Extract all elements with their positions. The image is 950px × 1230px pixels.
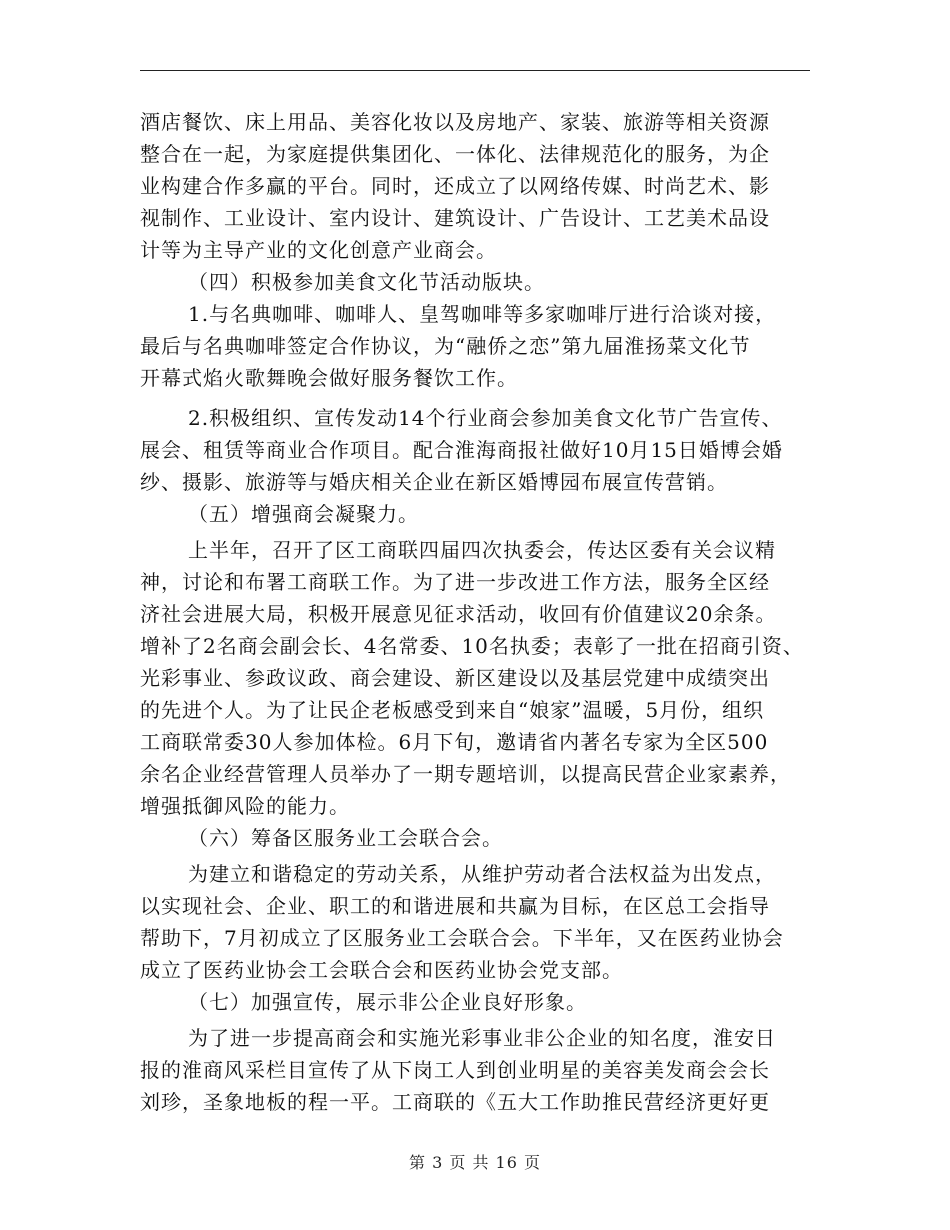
text-line: 展会、租赁等商业合作项目。配合淮海商报社做好10月15日婚博会婚 (140, 438, 783, 462)
text-line: 最后与名典咖啡签定合作协议，为“融侨之恋”第九届淮扬菜文化节 (140, 334, 751, 358)
section-heading: （四）积极参加美食文化节活动版块。 (188, 270, 545, 294)
text-line: 帮助下，7月初成立了区服务业工会联合会。下半年，又在医药业协会 (140, 926, 784, 950)
text-line: 光彩事业、参政议政、商会建设、新区建设以及基层党建中成绩突出 (140, 666, 770, 690)
text-line: 2.积极组织、宣传发动14个行业商会参加美食文化节广告宣传、 (188, 406, 783, 430)
text-line: 为建立和谐稳定的劳动关系，从维护劳动者合法权益为出发点， (188, 862, 776, 886)
text-line: 纱、摄影、旅游等与婚庆相关企业在新区婚博园布展宣传营销。 (140, 470, 728, 494)
text-line: 酒店餐饮、床上用品、美容化妆以及房地产、家装、旅游等相关资源 (140, 110, 770, 134)
text-line: 业构建合作多赢的平台。同时，还成立了以网络传媒、时尚艺术、影 (140, 174, 770, 198)
text-line: 增强抵御风险的能力。 (140, 794, 350, 818)
text-line: 以实现社会、企业、职工的和谐进展和共赢为目标，在区总工会指导 (140, 894, 770, 918)
section-heading: （五）增强商会凝聚力。 (188, 502, 419, 526)
text-line: 济社会进展大局，积极开展意见征求活动，收回有价值建议20余条。 (140, 602, 777, 626)
text-line: 报的淮商风采栏目宣传了从下岗工人到创业明星的美容美发商会会长 (140, 1058, 770, 1082)
text-line: 增补了2名商会副会长、4名常委、10名执委；表彰了一批在招商引资、 (140, 634, 804, 658)
text-line: 工商联常委30人参加体检。6月下旬，邀请省内著名专家为全区500 (140, 730, 769, 754)
text-line: 计等为主导产业的文化创意产业商会。 (140, 238, 497, 262)
text-line: 刘珍，圣象地板的程一平。工商联的《五大工作助推民营经济更好更 (140, 1090, 770, 1114)
page-number: 第 3 页 共 16 页 (409, 1153, 541, 1172)
section-heading: （六）筹备区服务业工会联合会。 (188, 826, 503, 850)
text-line: 成立了医药业协会工会联合会和医药业协会党支部。 (140, 958, 623, 982)
text-line: 整合在一起，为家庭提供集团化、一体化、法律规范化的服务，为企 (140, 142, 770, 166)
text-line: 为了进一步提高商会和实施光彩事业非公企业的知名度，淮安日 (188, 1026, 776, 1050)
text-line: 视制作、工业设计、室内设计、建筑设计、广告设计、工艺美术品设 (140, 206, 770, 230)
text-line: 1.与名典咖啡、咖啡人、皇驾咖啡等多家咖啡厅进行洽谈对接， (188, 302, 777, 326)
text-line: 神，讨论和布署工商联工作。为了进一步改进工作方法，服务全区经 (140, 570, 770, 594)
text-line: 上半年，召开了区工商联四届四次执委会，传达区委有关会议精 (188, 538, 776, 562)
text-line: 余名企业经营管理人员举办了一期专题培训，以提高民营企业家素养， (140, 762, 791, 786)
text-line: 开幕式焰火歌舞晚会做好服务餐饮工作。 (140, 366, 518, 390)
section-heading: （七）加强宣传，展示非公企业良好形象。 (188, 990, 587, 1014)
text-line: 的先进个人。为了让民企老板感受到来自“娘家”温暖，5月份，组织 (140, 698, 765, 722)
